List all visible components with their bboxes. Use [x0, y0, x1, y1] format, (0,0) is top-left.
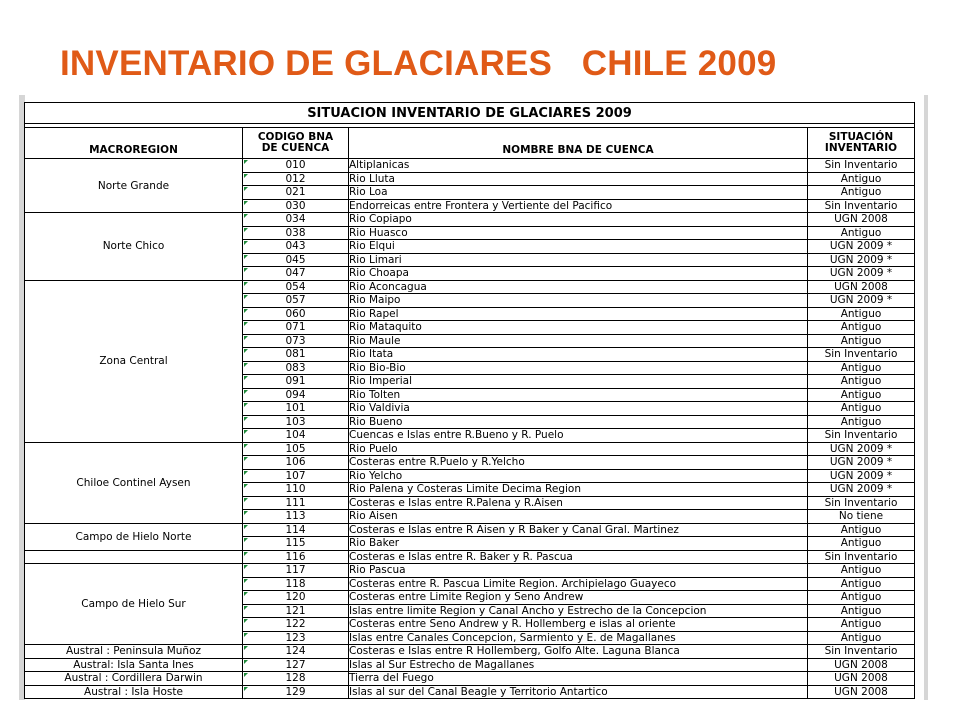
header-situacion-line1: SITUACIÓN — [828, 131, 894, 143]
basin-code: 091 — [285, 375, 306, 388]
basin-code-cell — [243, 307, 349, 321]
basin-code: 103 — [285, 415, 306, 428]
inventory-status-cell: Antiguo — [808, 186, 915, 200]
table-row — [25, 685, 915, 699]
glacier-inventory-table — [24, 102, 915, 699]
macroregion-cell — [25, 550, 243, 564]
table-row — [25, 645, 915, 659]
basin-code-cell — [243, 199, 349, 213]
basin-code-cell — [243, 604, 349, 618]
inventory-status-cell: UGN 2008 — [808, 280, 915, 294]
cell-comment-marker — [244, 565, 248, 569]
basin-code-cell — [243, 510, 349, 524]
basin-code-cell — [243, 294, 349, 308]
header-codigo-line2: DE CUENCA — [261, 142, 330, 154]
cell-comment-marker — [244, 174, 248, 178]
inventory-status-cell: Antiguo — [808, 591, 915, 605]
table-row — [25, 672, 915, 686]
cell-comment-marker — [244, 255, 248, 259]
inventory-status-cell: UGN 2008 — [808, 672, 915, 686]
basin-code: 121 — [285, 604, 306, 617]
inventory-status-cell: Sin Inventario — [808, 496, 915, 510]
basin-name-cell: Costeras entre Limite Region y Seno Andrew — [349, 591, 808, 605]
inventory-status-cell: Sin Inventario — [808, 429, 915, 443]
cell-comment-marker — [244, 498, 248, 502]
inventory-status-cell: Antiguo — [808, 172, 915, 186]
basin-code-cell — [243, 631, 349, 645]
cell-comment-marker — [244, 673, 248, 677]
basin-name-cell: Rio Choapa — [349, 267, 808, 281]
basin-name-cell: Rio Baker — [349, 537, 808, 551]
inventory-status-cell: Sin Inventario — [808, 348, 915, 362]
cell-comment-marker — [244, 579, 248, 583]
right-edge-rule — [924, 95, 928, 700]
table-row — [25, 523, 915, 537]
basin-name-cell: Islas al Sur Estrecho de Magallanes — [349, 658, 808, 672]
inventory-status-cell: UGN 2009 * — [808, 456, 915, 470]
basin-code-cell — [243, 415, 349, 429]
table-row — [25, 658, 915, 672]
cell-comment-marker — [244, 538, 248, 542]
basin-code: 057 — [285, 294, 306, 307]
basin-code-cell — [243, 537, 349, 551]
inventory-status-cell: Antiguo — [808, 226, 915, 240]
basin-code-cell — [243, 240, 349, 254]
inventory-status-cell: Sin Inventario — [808, 199, 915, 213]
basin-name-cell: Rio Imperial — [349, 375, 808, 389]
basin-name-cell: Tierra del Fuego — [349, 672, 808, 686]
basin-code-cell — [243, 213, 349, 227]
basin-name-cell: Rio Loa — [349, 186, 808, 200]
basin-code: 111 — [285, 496, 306, 509]
basin-code-cell — [243, 496, 349, 510]
basin-name-cell: Rio Yelcho — [349, 469, 808, 483]
basin-name-cell: Rio Valdivia — [349, 402, 808, 416]
inventory-status-cell: UGN 2009 * — [808, 483, 915, 497]
basin-name-cell: Rio Itata — [349, 348, 808, 362]
basin-name-cell: Costeras e Islas entre R. Baker y R. Pascua — [349, 550, 808, 564]
basin-code: 071 — [285, 321, 306, 334]
cell-comment-marker — [244, 646, 248, 650]
basin-name-cell: Rio Bueno — [349, 415, 808, 429]
page-title: INVENTARIO DE GLACIARES CHILE 2009 — [60, 44, 777, 83]
basin-code: 101 — [285, 402, 306, 415]
basin-code-cell — [243, 618, 349, 632]
table-body — [25, 159, 915, 699]
table-row — [25, 159, 915, 173]
basin-name-cell: Rio Aconcagua — [349, 280, 808, 294]
basin-code-cell — [243, 267, 349, 281]
cell-comment-marker — [244, 457, 248, 461]
basin-code-cell — [243, 375, 349, 389]
macroregion-cell: Austral : Peninsula Muñoz — [25, 645, 243, 659]
basin-name-cell: Cuencas e Islas entre R.Bueno y R. Puelo — [349, 429, 808, 443]
basin-name-cell: Rio Aisen — [349, 510, 808, 524]
basin-code-cell — [243, 159, 349, 173]
basin-name-cell: Islas entre limite Region y Canal Ancho y Estrecho de la Concepcion — [349, 604, 808, 618]
basin-name-cell: Rio Bio-Bio — [349, 361, 808, 375]
cell-comment-marker — [244, 376, 248, 380]
basin-code-cell — [243, 226, 349, 240]
basin-code-cell — [243, 172, 349, 186]
cell-comment-marker — [244, 552, 248, 556]
basin-code-cell — [243, 685, 349, 699]
cell-comment-marker — [244, 403, 248, 407]
basin-code: 127 — [285, 658, 306, 671]
macroregion-cell: Austral : Cordillera Darwin — [25, 672, 243, 686]
basin-name-cell: Rio Limari — [349, 253, 808, 267]
basin-code-cell — [243, 483, 349, 497]
basin-code-cell — [243, 469, 349, 483]
basin-name-cell: Islas al sur del Canal Beagle y Territorio Antartico — [349, 685, 808, 699]
basin-name-cell: Costeras e Islas entre R.Palena y R.Aisen — [349, 496, 808, 510]
basin-name-cell: Altiplanicas — [349, 159, 808, 173]
basin-code: 030 — [285, 199, 306, 212]
basin-code-cell — [243, 253, 349, 267]
basin-name-cell: Costeras e Islas entre R Hollemberg, Golfo Alte. Laguna Blanca — [349, 645, 808, 659]
cell-comment-marker — [244, 633, 248, 637]
basin-code: 104 — [285, 429, 306, 442]
basin-code: 107 — [285, 469, 306, 482]
basin-code-cell — [243, 658, 349, 672]
basin-name-cell: Rio Puelo — [349, 442, 808, 456]
basin-code: 081 — [285, 348, 306, 361]
cell-comment-marker — [244, 363, 248, 367]
basin-code: 113 — [285, 510, 306, 523]
basin-code-cell — [243, 334, 349, 348]
inventory-status-cell: Antiguo — [808, 402, 915, 416]
cell-comment-marker — [244, 228, 248, 232]
header-nombre: NOMBRE BNA DE CUENCA — [349, 128, 808, 159]
inventory-status-cell: UGN 2009 * — [808, 267, 915, 281]
cell-comment-marker — [244, 660, 248, 664]
cell-comment-marker — [244, 471, 248, 475]
basin-name-cell: Costeras entre Seno Andrew y R. Hollemberg e islas al oriente — [349, 618, 808, 632]
cell-comment-marker — [244, 349, 248, 353]
inventory-status-cell: Antiguo — [808, 415, 915, 429]
cell-comment-marker — [244, 309, 248, 313]
header-situacion-line2: INVENTARIO — [824, 142, 898, 154]
inventory-status-cell: Antiguo — [808, 537, 915, 551]
macroregion-cell: Zona Central — [25, 280, 243, 442]
table-row — [25, 280, 915, 294]
basin-code: 106 — [285, 456, 306, 469]
basin-code: 117 — [285, 564, 306, 577]
basin-code-cell — [243, 564, 349, 578]
cell-comment-marker — [244, 417, 248, 421]
basin-code-cell — [243, 402, 349, 416]
basin-code-cell — [243, 348, 349, 362]
cell-comment-marker — [244, 619, 248, 623]
inventory-status-cell: Antiguo — [808, 334, 915, 348]
basin-name-cell: Rio Copiapo — [349, 213, 808, 227]
inventory-status-cell: UGN 2009 * — [808, 253, 915, 267]
basin-code-cell — [243, 388, 349, 402]
inventory-status-cell: Antiguo — [808, 361, 915, 375]
cell-comment-marker — [244, 322, 248, 326]
cell-comment-marker — [244, 511, 248, 515]
header-codigo — [243, 128, 349, 159]
inventory-status-cell: Sin Inventario — [808, 550, 915, 564]
inventory-status-cell: UGN 2008 — [808, 685, 915, 699]
basin-code: 122 — [285, 618, 306, 631]
basin-code: 115 — [285, 537, 306, 550]
basin-code: 047 — [285, 267, 306, 280]
basin-code-cell — [243, 429, 349, 443]
inventory-status-cell: Antiguo — [808, 375, 915, 389]
cell-comment-marker — [244, 295, 248, 299]
cell-comment-marker — [244, 430, 248, 434]
header-codigo-line1: CODIGO BNA — [257, 131, 334, 143]
inventory-status-cell: Antiguo — [808, 523, 915, 537]
basin-code-cell — [243, 523, 349, 537]
cell-comment-marker — [244, 484, 248, 488]
cell-comment-marker — [244, 336, 248, 340]
basin-code: 083 — [285, 361, 306, 374]
table-banner: SITUACION INVENTARIO DE GLACIARES 2009 — [25, 103, 915, 124]
basin-name-cell: Rio Palena y Costeras Limite Decima Region — [349, 483, 808, 497]
cell-comment-marker — [244, 606, 248, 610]
basin-name-cell: Endorreicas entre Frontera y Vertiente del Pacifico — [349, 199, 808, 213]
basin-name-cell: Islas entre Canales Concepcion, Sarmiento y E. de Magallanes — [349, 631, 808, 645]
cell-comment-marker — [244, 268, 248, 272]
basin-name-cell: Costeras entre R. Pascua Limite Region. Archipielago Guayeco — [349, 577, 808, 591]
basin-code: 034 — [285, 213, 306, 226]
basin-code-cell — [243, 550, 349, 564]
basin-code: 118 — [285, 577, 306, 590]
basin-code-cell — [243, 442, 349, 456]
cell-comment-marker — [244, 687, 248, 691]
basin-code: 124 — [285, 645, 306, 658]
cell-comment-marker — [244, 390, 248, 394]
cell-comment-marker — [244, 241, 248, 245]
basin-name-cell: Costeras e Islas entre R Aisen y R Baker y Canal Gral. Martinez — [349, 523, 808, 537]
inventory-status-cell: UGN 2009 * — [808, 294, 915, 308]
inventory-status-cell: Antiguo — [808, 388, 915, 402]
basin-code-cell — [243, 577, 349, 591]
macroregion-cell: Austral : Isla Hoste — [25, 685, 243, 699]
header-macroregion: MACROREGION — [25, 128, 243, 159]
basin-name-cell: Rio Pascua — [349, 564, 808, 578]
basin-name-cell: Rio Huasco — [349, 226, 808, 240]
inventory-status-cell: UGN 2009 * — [808, 469, 915, 483]
basin-code: 120 — [285, 591, 306, 604]
inventory-status-cell: Antiguo — [808, 564, 915, 578]
inventory-status-cell: Sin Inventario — [808, 645, 915, 659]
cell-comment-marker — [244, 160, 248, 164]
macroregion-cell: Austral: Isla Santa Ines — [25, 658, 243, 672]
table-row — [25, 442, 915, 456]
cell-comment-marker — [244, 592, 248, 596]
basin-name-cell: Rio Tolten — [349, 388, 808, 402]
macroregion-cell: Chiloe Continel Aysen — [25, 442, 243, 523]
basin-code-cell — [243, 361, 349, 375]
basin-code: 105 — [285, 442, 306, 455]
cell-comment-marker — [244, 525, 248, 529]
inventory-status-cell: Antiguo — [808, 307, 915, 321]
basin-code: 012 — [285, 172, 306, 185]
inventory-status-cell: Antiguo — [808, 604, 915, 618]
macroregion-cell: Norte Grande — [25, 159, 243, 213]
cell-comment-marker — [244, 444, 248, 448]
cell-comment-marker — [244, 187, 248, 191]
inventory-status-cell: No tiene — [808, 510, 915, 524]
basin-code-cell — [243, 591, 349, 605]
basin-code-cell — [243, 321, 349, 335]
macroregion-cell: Campo de Hielo Norte — [25, 523, 243, 550]
basin-code: 043 — [285, 240, 306, 253]
inventory-status-cell: UGN 2009 * — [808, 240, 915, 254]
basin-code: 123 — [285, 631, 306, 644]
inventory-status-cell: Antiguo — [808, 321, 915, 335]
basin-code: 060 — [285, 307, 306, 320]
basin-name-cell: Costeras entre R.Puelo y R.Yelcho — [349, 456, 808, 470]
basin-code: 110 — [285, 483, 306, 496]
basin-code: 094 — [285, 388, 306, 401]
basin-code-cell — [243, 456, 349, 470]
basin-code: 045 — [285, 253, 306, 266]
inventory-status-cell: Sin Inventario — [808, 159, 915, 173]
inventory-status-cell: Antiguo — [808, 577, 915, 591]
basin-code-cell — [243, 186, 349, 200]
inventory-status-cell: UGN 2008 — [808, 658, 915, 672]
cell-comment-marker — [244, 282, 248, 286]
basin-code-cell — [243, 672, 349, 686]
table-row — [25, 213, 915, 227]
inventory-status-cell: Antiguo — [808, 618, 915, 632]
basin-code-cell — [243, 645, 349, 659]
basin-code-cell — [243, 280, 349, 294]
basin-code: 114 — [285, 523, 306, 536]
table-row — [25, 550, 915, 564]
basin-name-cell: Rio Maipo — [349, 294, 808, 308]
basin-name-cell: Rio Maule — [349, 334, 808, 348]
inventory-status-cell: UGN 2009 * — [808, 442, 915, 456]
basin-code: 010 — [285, 159, 306, 172]
basin-name-cell: Rio Elqui — [349, 240, 808, 254]
basin-name-cell: Rio Lluta — [349, 172, 808, 186]
basin-code: 128 — [285, 672, 306, 685]
basin-code: 073 — [285, 334, 306, 347]
basin-name-cell: Rio Rapel — [349, 307, 808, 321]
basin-code: 116 — [285, 550, 306, 563]
basin-code: 054 — [285, 280, 306, 293]
basin-code: 129 — [285, 685, 306, 698]
inventory-status-cell: UGN 2008 — [808, 213, 915, 227]
header-situacion — [808, 128, 915, 159]
cell-comment-marker — [244, 201, 248, 205]
basin-code: 021 — [285, 186, 306, 199]
basin-name-cell: Rio Mataquito — [349, 321, 808, 335]
table-row — [25, 564, 915, 578]
macroregion-cell: Campo de Hielo Sur — [25, 564, 243, 645]
macroregion-cell: Norte Chico — [25, 213, 243, 281]
cell-comment-marker — [244, 214, 248, 218]
inventory-status-cell: Antiguo — [808, 631, 915, 645]
basin-code: 038 — [285, 226, 306, 239]
